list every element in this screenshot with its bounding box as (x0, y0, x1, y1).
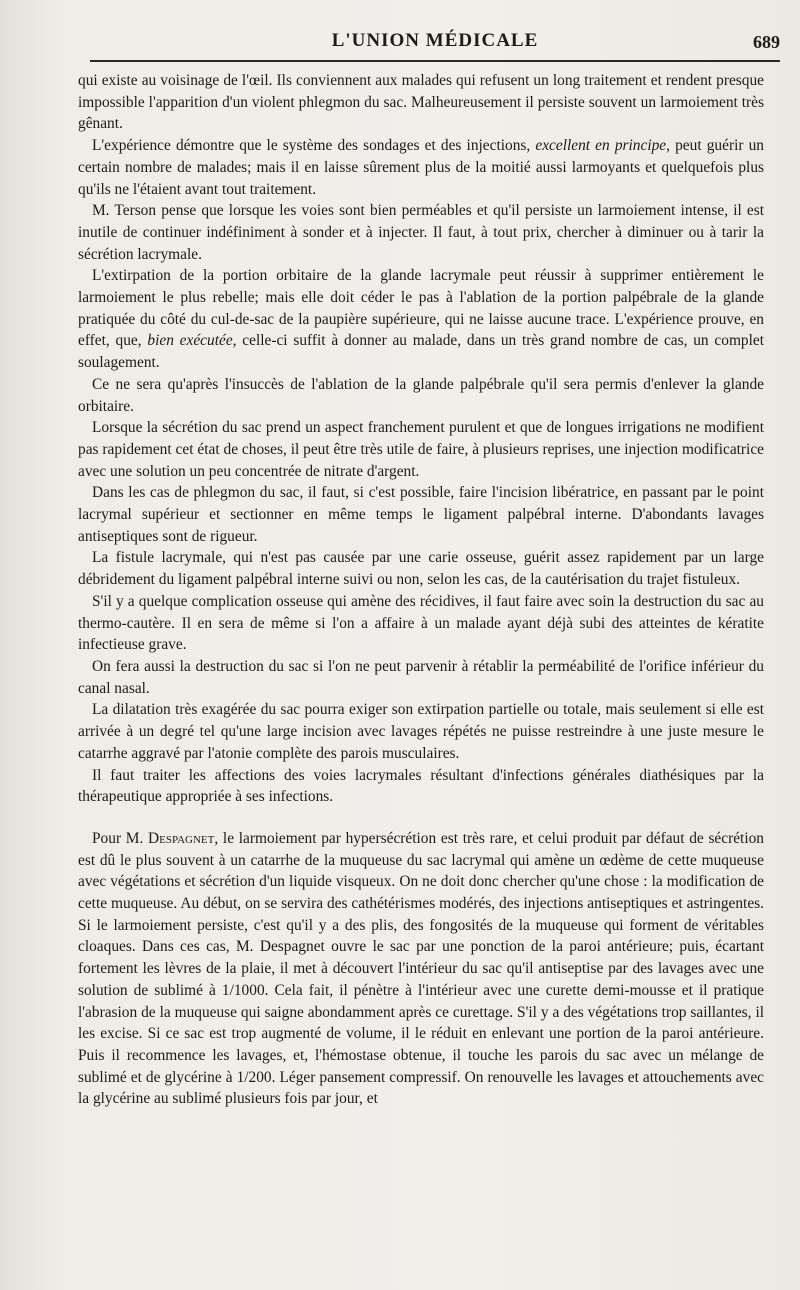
paragraph-7: Dans les cas de phlegmon du sac, il faut, si c'est possible, faire l'incision libératrice, en passant par le point lacrymal supérieur et sectionner en même temps le ligament palpébral interne. D'abondants lavages antiseptiques sont de rigueur. (78, 484, 764, 545)
paragraph-4: L'extirpation de la portion orbitaire de la glande lacrymale peut réussir à supprimer entièrement le larmoiement le plus rebelle; mais elle doit céder le pas à l'ablation de la portion palpébrale de la glande pratiquée du côté du cul-de-sac de la paupière supérieure, qui ne laisse aucune trace. L'expérience prouve, en effet, que, bien exécutée, celle-ci suffit à donner au malade, dans un très grand nombre de cas, un complet soulagement. (78, 267, 764, 372)
author-name: Despagnet (148, 829, 215, 847)
running-title: L'UNION MÉDICALE (331, 30, 539, 51)
paragraph-6: Lorsque la sécrétion du sac prend un aspect franchement purulent et que de longues irrigations ne modifient pas rapidement cet état de choses, il peut être très utile de faire, à plusieurs reprises, une injection modificatrice avec une solution un peu concentrée de nitrate d'argent. (78, 419, 764, 480)
paragraph-2: L'expérience démontre que le système des sondages et des injections, excellent en principe, peut guérir un certain nombre de malades; mais il en laisse sûrement plus de la moitié aussi larmoyants et quelquefois plus qu'ils ne l'étaient avant tout traitement. (78, 137, 764, 198)
section-gap (78, 808, 764, 828)
page-number: 689 (753, 32, 780, 52)
paragraph-10: On fera aussi la destruction du sac si l'on ne peut parvenir à rétablir la perméabilité de l'orifice inférieur du canal nasal. (78, 657, 764, 697)
paragraph-5: Ce ne sera qu'après l'insuccès de l'ablation de la glande palpébrale qu'il sera permis d'enlever la glande orbitaire. (78, 375, 764, 415)
paragraph-8: La fistule lacrymale, qui n'est pas causée par une carie osseuse, guérit assez rapidement par un large débridement du ligament palpébral interne suivi ou non, selon les cas, de la cautérisation du trajet fistuleux. (78, 549, 764, 589)
paragraph-12: Il faut traiter les affections des voies lacrymales résultant d'infections générales diathésiques par la thérapeutique appropriée à ses infections. (78, 766, 764, 806)
emphasis: bien exécutée (147, 332, 233, 350)
emphasis: excellent en principe (535, 137, 667, 155)
paragraph-3: M. Terson pense que lorsque les voies sont bien perméables et qu'il persiste un larmoiement intense, il est inutile de continuer indéfiniment à sonder et à injecter. Il faut, à tout prix, chercher à diminuer ou à tarir la sécrétion lacrymale. (78, 202, 764, 263)
paragraph-despagnet: Pour M. Despagnet, le larmoiement par hypersécrétion est très rare, et celui produit par défaut de sécrétion est dû le plus souvent à un catarrhe de la muqueuse du sac lacrymal qui amène un œdème de cette muqueuse avec végétations et sécrétion d'un liquide visqueux. On ne doit donc chercher qu'une chose : la modification de cette muqueuse. Au début, on se servira des cathétérismes modérés, des injections antiseptiques et astringentes. Si le larmoiement persiste, c'est qu'il y a des plis, des fongosités de la muqueuse qui forment de véritables cloaques. Dans ces cas, M. Despagnet ouvre le sac par une ponction de la paroi antérieure; puis, écartant fortement les lèvres de la plaie, il met à découvert l'intérieur du sac qu'il antiseptise par des lavages avec une solution de sublimé à 1/1000. Cela fait, il pénètre à l'intérieur avec une curette demi-mousse et il pratique l'abrasion de la muqueuse qui saigne abondamment après ce curettage. S'il y a des végétations trop saillantes, il les excise. Si ce sac est trop augmenté de volume, il le réduit en enlevant une portion de la paroi antérieure. Puis il recommence les lavages, et, l'hémostase obtenue, il touche les parois du sac avec un mélange de sublimé et de glycérine à 1/200. Léger pansement compressif. On renouvelle les lavages et attouchements avec la glycérine au sublimé plusieurs fois par jour, et (78, 829, 764, 1108)
paragraph-11: La dilatation très exagérée du sac pourra exiger son extirpation partielle ou totale, mais seulement si elle est arrivée à un degré tel qu'une large incision avec lavages répétés ne puisse restreindre à une juste mesure le catarrhe aggravé par l'atonie complète des parois musculaires. (78, 701, 764, 762)
paragraph-1: qui existe au voisinage de l'œil. Ils conviennent aux malades qui refusent un long traitement et rendent presque impossible l'apparition d'un violent phlegmon du sac. Malheureusement il persiste souvent un larmoiement très gênant. (78, 72, 764, 133)
page-header (90, 26, 780, 60)
paragraph-9: S'il y a quelque complication osseuse qui amène des récidives, il faut faire avec soin la destruction du sac au thermo-cautère. Il en sera de même si l'on a affaire à un malade ayant déjà subi des atteintes de kératite infectieuse grave. (78, 592, 764, 654)
article-body (78, 70, 764, 1110)
header-rule (90, 60, 780, 62)
